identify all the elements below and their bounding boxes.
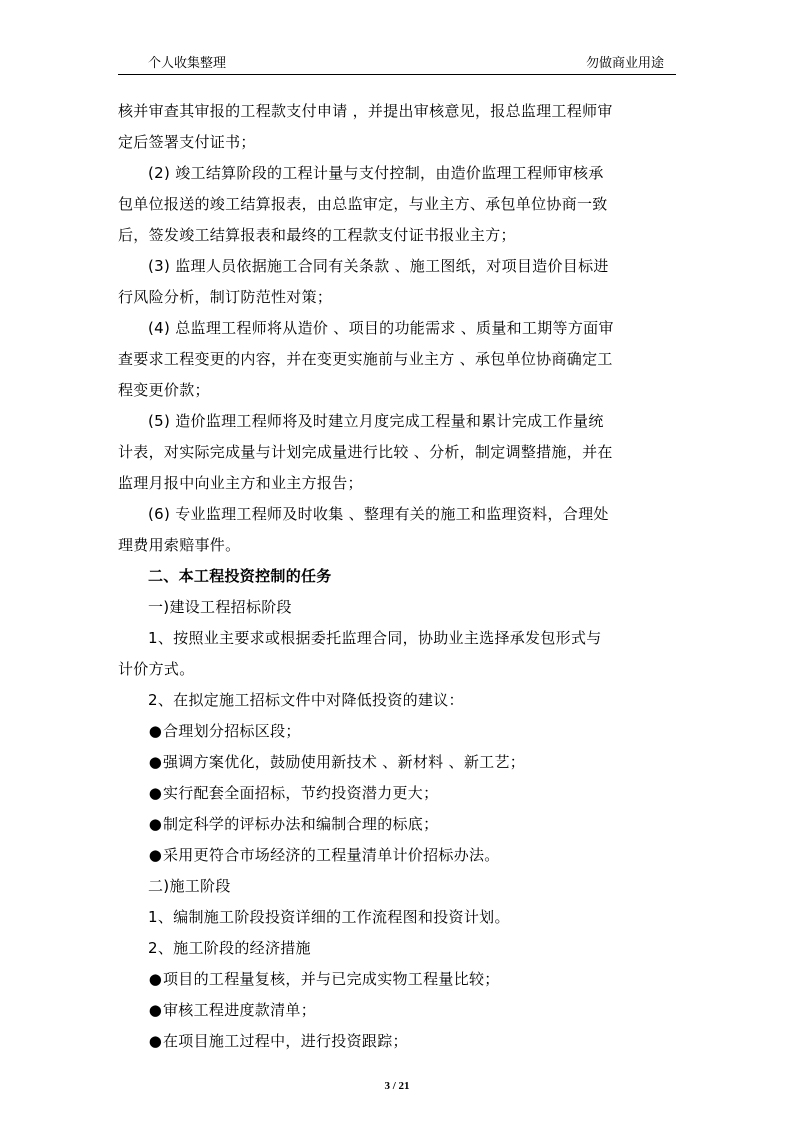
line-text: 查要求工程变更的内容，并在变更实施前与业主方 、承包单位协商确定工 — [118, 350, 613, 368]
text-line — [118, 468, 676, 499]
text-line — [118, 406, 676, 437]
line-text: 后，签发竣工结算报表和最终的工程款支付证书报业主方； — [118, 226, 516, 244]
bullet-line — [118, 1026, 676, 1057]
text-line — [118, 220, 676, 251]
line-text: 核并审查其审报的工程款支付申请 ，并提出审核意见，报总监理工程师审 — [118, 102, 613, 120]
bullet-line — [118, 840, 676, 871]
line-text: 1、按照业主要求或根据委托监理合同，协助业主选择承发包形式与 — [148, 629, 602, 647]
line-text: 理费用索赔事件。 — [118, 536, 241, 554]
line-text: 包单位报送的竣工结算报表，由总监审定，与业主方、承包单位协商一致 — [118, 195, 608, 213]
line-text: (4) 总监理工程师将从造价 、项目的功能需求 、质量和工期等方面审 — [148, 319, 614, 337]
line-text: (3) 监理人员依据施工合同有关条款 、施工图纸，对项目造价目标进 — [148, 257, 609, 275]
text-line — [118, 313, 676, 344]
text-line — [118, 530, 676, 561]
line-text: 采用更符合市场经济的工程量清单计价招标办法。 — [163, 846, 500, 864]
bullet-icon: ● — [148, 784, 163, 802]
text-line — [118, 96, 676, 127]
line-text: 在项目施工过程中，进行投资跟踪； — [163, 1032, 408, 1050]
bullet-line — [118, 809, 676, 840]
text-line — [118, 623, 676, 654]
text-line — [118, 158, 676, 189]
header-right-text: 勿做商业用途 — [585, 56, 664, 71]
bullet-icon: ● — [148, 815, 163, 833]
text-line — [118, 437, 676, 468]
line-text: 行风险分析，制订防范性对策； — [118, 288, 333, 306]
text-line — [118, 592, 676, 623]
text-line — [118, 251, 676, 282]
page-header — [118, 55, 676, 75]
bullet-line — [118, 716, 676, 747]
line-text: 2、施工阶段的经济措施 — [148, 939, 311, 957]
text-line — [118, 189, 676, 220]
bullet-icon: ● — [148, 1001, 163, 1019]
line-text: 强调方案优化，鼓励使用新技术 、新材料 、新工艺； — [163, 753, 526, 771]
header-divider — [118, 74, 676, 75]
page-number: 3 / 21 — [384, 1080, 410, 1092]
line-text: 审核工程进度款清单； — [163, 1001, 317, 1019]
line-text: (6) 专业监理工程师及时收集 、整理有关的施工和监理资料，合理处 — [148, 505, 609, 523]
text-line — [118, 344, 676, 375]
bullet-icon: ● — [148, 970, 163, 988]
line-text: 2、在拟定施工招标文件中对降低投资的建议： — [148, 691, 464, 709]
bullet-icon: ● — [148, 722, 163, 740]
line-text: 计价方式。 — [118, 660, 195, 678]
line-text: 一)建设工程招标阶段 — [148, 598, 292, 616]
line-text: 定后签署支付证书； — [118, 133, 256, 151]
bullet-line — [118, 995, 676, 1026]
line-text: 制定科学的评标办法和编制合理的标底； — [163, 815, 439, 833]
text-line — [118, 375, 676, 406]
text-line — [118, 902, 676, 933]
line-text: 程变更价款； — [118, 381, 210, 399]
text-line — [118, 654, 676, 685]
bullet-icon: ● — [148, 753, 163, 771]
bullet-icon: ● — [148, 846, 163, 864]
document-body — [118, 96, 676, 1057]
text-line — [118, 499, 676, 530]
text-line — [118, 871, 676, 902]
bullet-line — [118, 747, 676, 778]
text-line — [118, 127, 676, 158]
line-text: 实行配套全面招标，节约投资潜力更大； — [163, 784, 439, 802]
bullet-icon: ● — [148, 1032, 163, 1050]
line-text: 项目的工程量复核，并与已完成实物工程量比较； — [163, 970, 500, 988]
text-line — [118, 282, 676, 313]
line-text: 二)施工阶段 — [148, 877, 231, 895]
text-line — [118, 933, 676, 964]
line-text: 二、本工程投资控制的任务 — [148, 567, 332, 585]
text-line — [118, 561, 676, 592]
line-text: (2) 竣工结算阶段的工程计量与支付控制，由造价监理工程师审核承 — [148, 164, 604, 182]
header-left-text: 个人收集整理 — [148, 56, 227, 71]
line-text: 监理月报中向业主方和业主方报告； — [118, 474, 363, 492]
line-text: 计表，对实际完成量与计划完成量进行比较 、分析，制定调整措施，并在 — [118, 443, 613, 461]
bullet-line — [118, 778, 676, 809]
line-text: 合理划分招标区段； — [163, 722, 301, 740]
line-text: (5) 造价监理工程师将及时建立月度完成工程量和累计完成工作量统 — [148, 412, 604, 430]
text-line — [118, 685, 676, 716]
line-text: 1、编制施工阶段投资详细的工作流程图和投资计划。 — [148, 908, 510, 926]
bullet-line — [118, 964, 676, 995]
